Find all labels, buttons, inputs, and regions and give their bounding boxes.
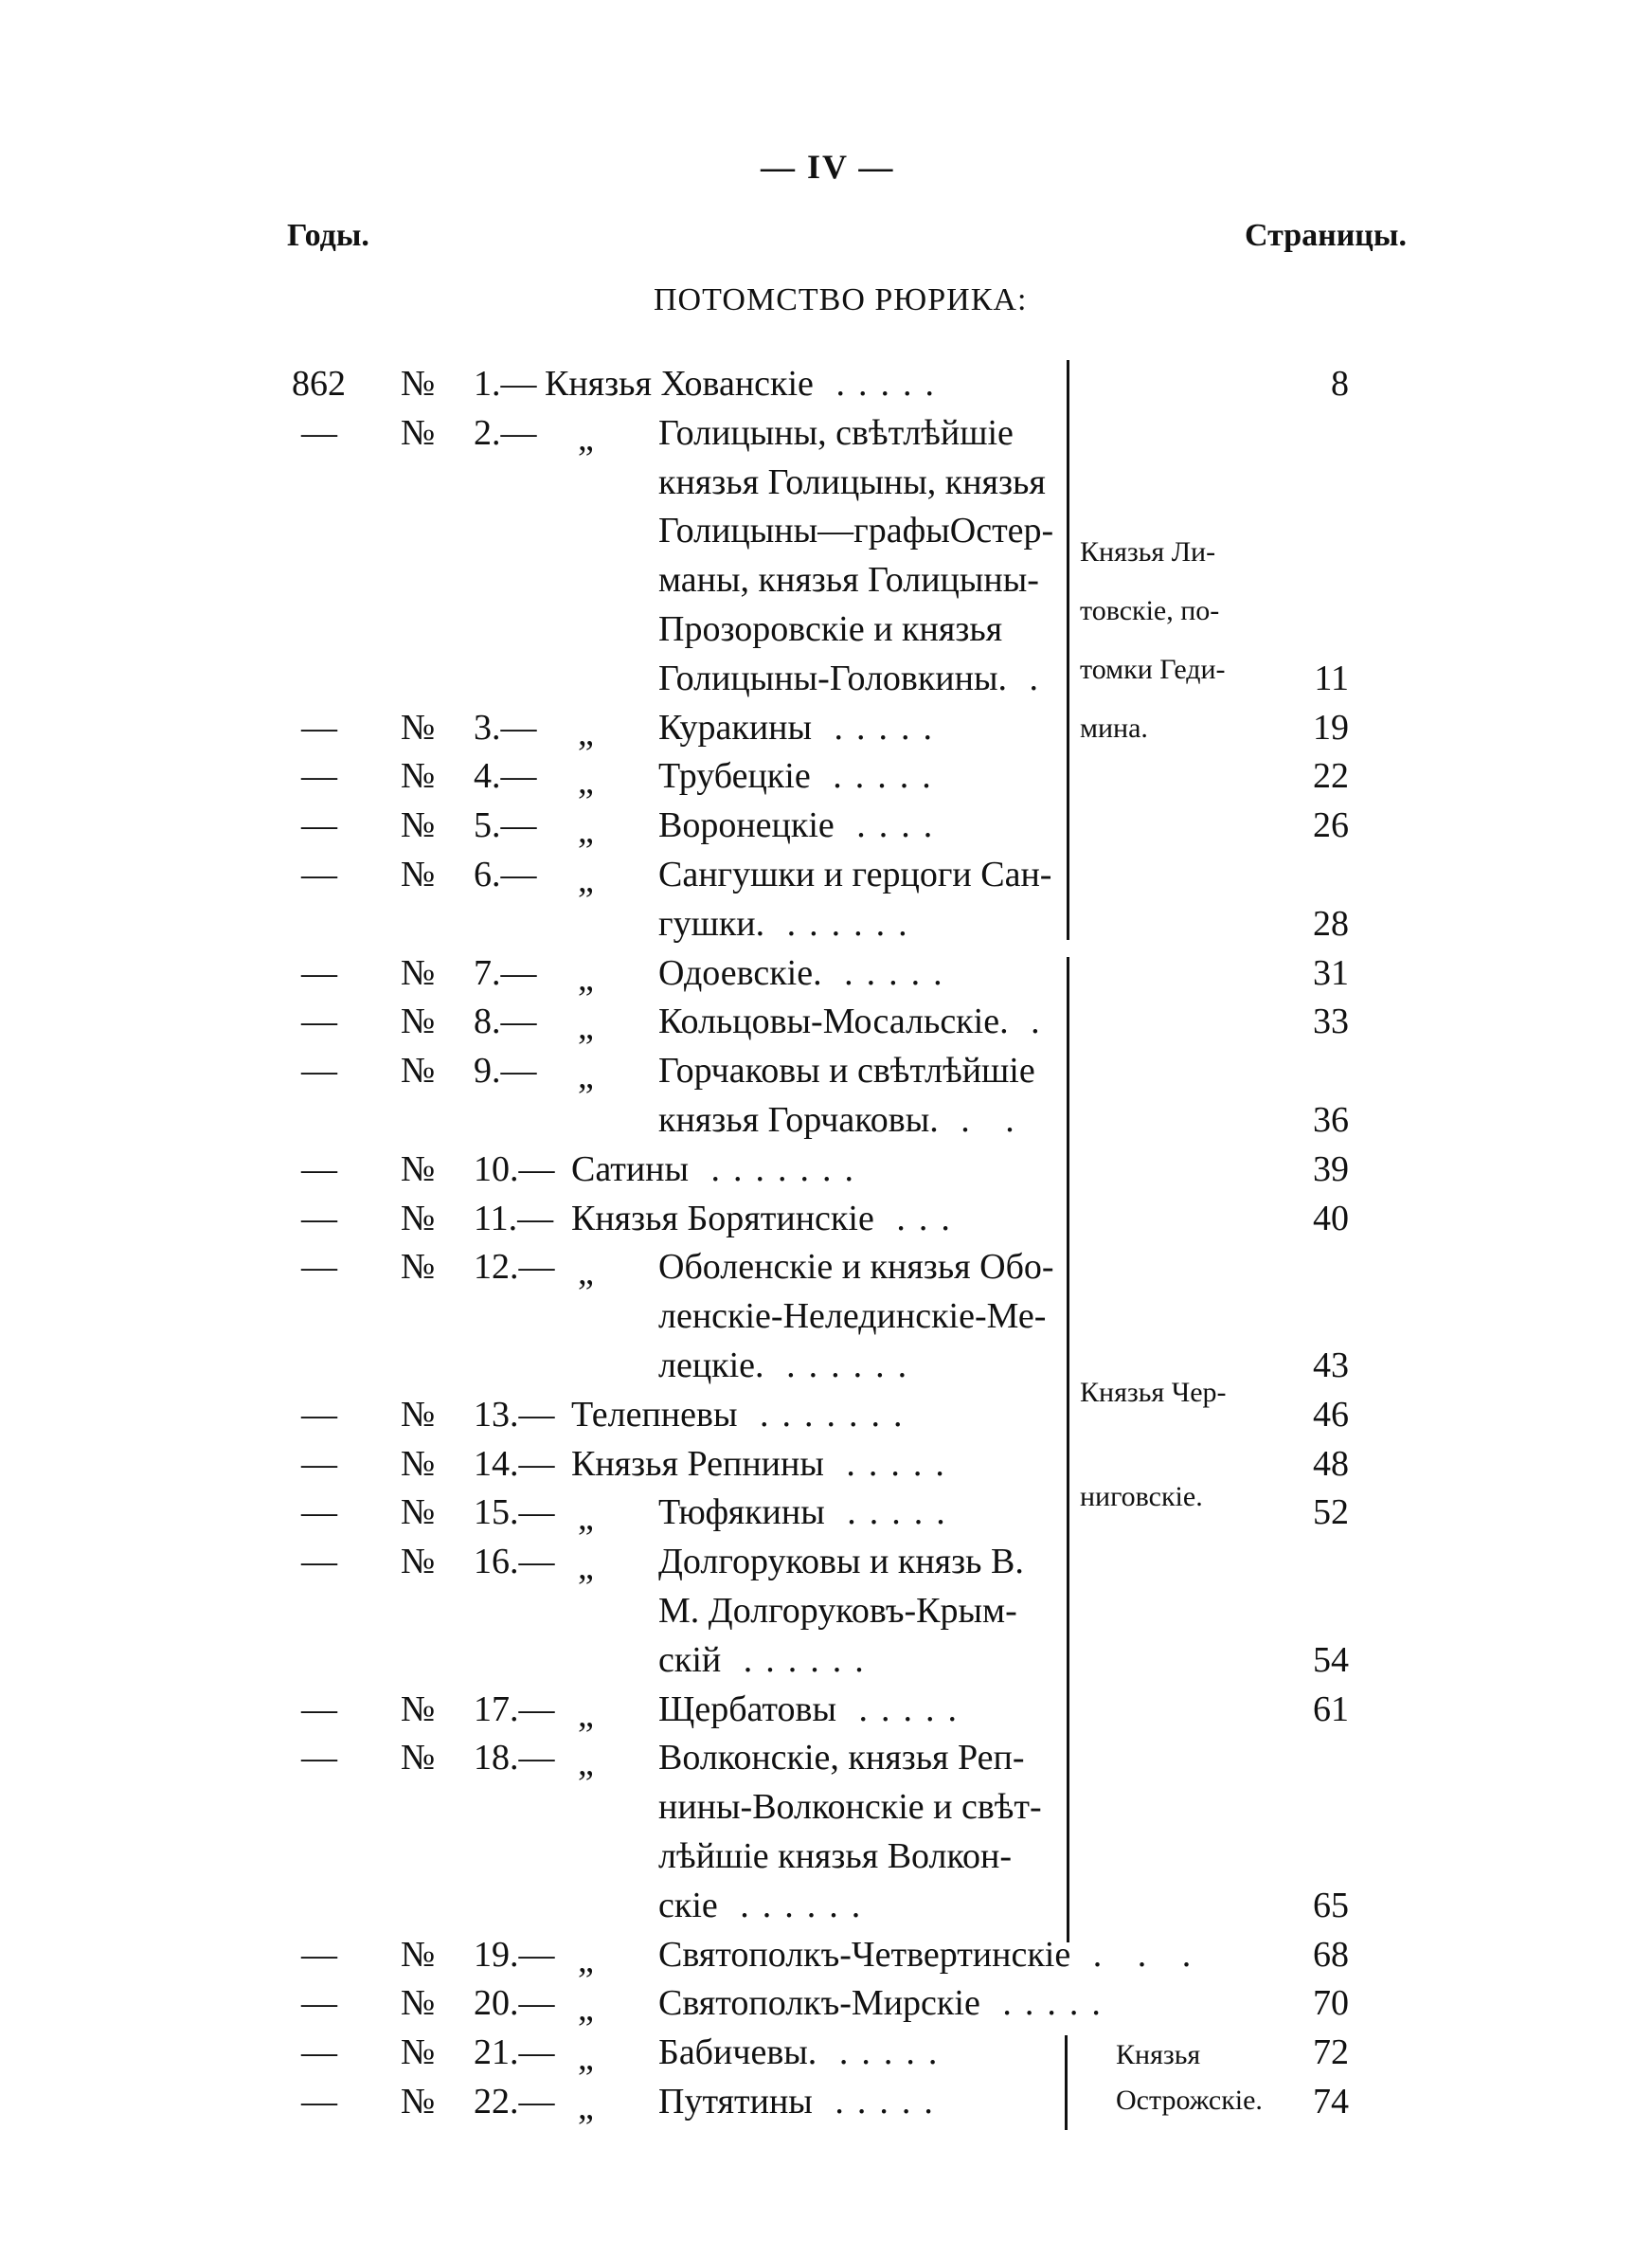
- entry-number-sign: №: [401, 1738, 436, 1779]
- entry-number-sign: №: [401, 1247, 436, 1288]
- entry-year: —: [301, 1198, 337, 1238]
- entry-title-line: Одоевскіе. .....: [658, 952, 956, 993]
- entry-page-number: 19: [1313, 707, 1349, 748]
- dot-leader: .....: [817, 2032, 951, 2073]
- ditto-mark: „: [578, 1989, 594, 2030]
- ditto-mark: „: [578, 1940, 594, 1980]
- entry-page-number: 54: [1313, 1639, 1349, 1680]
- entry-number-sign: №: [401, 1002, 436, 1042]
- entry-number-sign: №: [401, 756, 436, 797]
- entry-number: 19.—: [474, 1934, 555, 1975]
- entry-title-line: Оболенскіе и князья Обо-: [658, 1247, 1054, 1288]
- entry-page-number: 74: [1313, 2082, 1349, 2122]
- entry-number: 2.—: [474, 412, 537, 453]
- entry-number: 10.—: [474, 1148, 555, 1189]
- entry-title-line: Горчаковы и свѣтлѣйшіе: [658, 1051, 1035, 1092]
- dot-leader: ......: [764, 903, 921, 944]
- group-note-lithuanian: Князья Ли-: [1080, 536, 1216, 568]
- ditto-mark: „: [578, 1547, 594, 1588]
- brace-ostrog: [1059, 2035, 1068, 2130]
- entry-number: 6.—: [474, 855, 537, 894]
- dot-leader: .: [1008, 1002, 1053, 1042]
- entry-number: 11.—: [474, 1198, 554, 1238]
- entry-title-line: Голицыны—графыОстер-: [658, 511, 1054, 551]
- entry-year: 862: [292, 364, 346, 404]
- entry-year: —: [301, 1443, 337, 1484]
- dot-leader: .: [1007, 658, 1052, 698]
- entry-page-number: 70: [1313, 1983, 1349, 2024]
- entry-title-line: Тюфякины .....: [658, 1492, 959, 1533]
- entry-number-sign: №: [401, 855, 436, 894]
- entry-year: —: [301, 952, 337, 993]
- entry-number: 17.—: [474, 1688, 555, 1729]
- page-number: — IV —: [761, 148, 895, 186]
- entry-number-sign: №: [401, 707, 436, 748]
- entry-title-line: лецкіе. ......: [658, 1345, 921, 1385]
- entry-title-line: Голицыны-Головкины. .: [658, 658, 1052, 698]
- entry-number: 3.—: [474, 707, 537, 748]
- entry-year: —: [301, 1542, 337, 1582]
- entry-number-sign: №: [401, 805, 436, 846]
- entry-page-number: 39: [1313, 1148, 1349, 1189]
- dot-leader: .......: [737, 1394, 916, 1435]
- entry-number-sign: №: [401, 1688, 436, 1729]
- entry-year: —: [301, 805, 337, 846]
- entry-title-line: Щербатовы .....: [658, 1688, 970, 1729]
- entry-number-sign: №: [401, 1198, 436, 1238]
- entry-number-sign: №: [401, 2082, 436, 2122]
- dot-leader: .......: [689, 1148, 868, 1189]
- entry-number: 20.—: [474, 1983, 555, 2024]
- entry-number: 4.—: [474, 756, 537, 797]
- entry-page-number: 61: [1313, 1688, 1349, 1729]
- entry-year: —: [301, 1688, 337, 1729]
- entry-title-line: Трубецкіе .....: [658, 756, 944, 797]
- ditto-mark: „: [578, 418, 594, 459]
- entry-number: 16.—: [474, 1542, 555, 1582]
- entry-number: 1.—: [474, 364, 537, 404]
- dot-leader: .....: [823, 1443, 958, 1484]
- entry-title-line: князья Горчаковы. . .: [658, 1100, 1028, 1140]
- entry-number-sign: №: [401, 1542, 436, 1582]
- entry-page-number: 11: [1314, 658, 1349, 698]
- entry-title-line: Сатины .......: [571, 1148, 868, 1189]
- entry-year: —: [301, 1934, 337, 1975]
- ditto-mark: „: [578, 811, 594, 852]
- entry-year: —: [301, 855, 337, 894]
- entry-number-sign: №: [401, 1051, 436, 1092]
- entry-title-line: нины-Волконскіе и свѣт-: [658, 1787, 1042, 1828]
- entry-title-line: Телепневы .......: [571, 1394, 916, 1435]
- entry-year: —: [301, 1051, 337, 1092]
- dot-leader: ...: [873, 1198, 963, 1238]
- entry-number-sign: №: [401, 952, 436, 993]
- group-note-ostrog: Острожскіе.: [1116, 2085, 1263, 2116]
- entry-title-line: Воронецкіе ....: [658, 805, 946, 846]
- group-note-chernigov: Князья Чер-: [1080, 1377, 1227, 1408]
- group-note-chernigov: ниговскіе.: [1080, 1481, 1203, 1512]
- entry-page-number: 28: [1313, 903, 1349, 944]
- entry-title-line: скіе ......: [658, 1885, 874, 1925]
- brace-chernigov: [1061, 957, 1069, 1942]
- dot-leader: .....: [821, 952, 956, 993]
- entry-page-number: 40: [1313, 1198, 1349, 1238]
- entry-page-number: 26: [1313, 805, 1349, 846]
- dot-leader: ....: [834, 805, 946, 846]
- dot-leader: .....: [812, 707, 946, 748]
- entry-year: —: [301, 1002, 337, 1042]
- entry-page-number: 68: [1313, 1934, 1349, 1975]
- dot-leader: ......: [763, 1345, 921, 1385]
- entry-title-line: Святополкъ-Мирскіе .....: [658, 1983, 1114, 2024]
- entry-title-line: гушки. ......: [658, 903, 921, 944]
- entry-title-line: Путятины .....: [658, 2082, 946, 2122]
- entry-number: 22.—: [474, 2082, 555, 2122]
- entry-number-sign: №: [401, 1934, 436, 1975]
- entry-page-number: 22: [1313, 756, 1349, 797]
- pages-column-header: Страницы.: [1245, 218, 1407, 253]
- ditto-mark: „: [578, 1056, 594, 1097]
- entry-year: —: [301, 1983, 337, 2024]
- ditto-mark: „: [578, 1253, 594, 1293]
- entry-number: 8.—: [474, 1002, 537, 1042]
- entry-page-number: 46: [1313, 1394, 1349, 1435]
- ditto-mark: „: [578, 860, 594, 900]
- dot-leader: . . .: [1070, 1934, 1205, 1975]
- entry-year: —: [301, 1738, 337, 1779]
- entry-page-number: 31: [1313, 952, 1349, 993]
- entry-number-sign: №: [401, 1443, 436, 1484]
- dot-leader: .....: [836, 1688, 970, 1729]
- entry-title-line: Бабичевы. .....: [658, 2032, 951, 2073]
- entry-page-number: 8: [1331, 364, 1349, 404]
- ditto-mark: „: [578, 2038, 594, 2079]
- ditto-mark: „: [578, 2087, 594, 2127]
- dot-leader: . .: [938, 1100, 1028, 1140]
- entry-number-sign: №: [401, 2032, 436, 2073]
- entry-year: —: [301, 412, 337, 453]
- entry-number: 5.—: [474, 805, 537, 846]
- entry-number-sign: №: [401, 412, 436, 453]
- ditto-mark: „: [578, 1694, 594, 1735]
- entry-title-line: Сангушки и герцоги Сан-: [658, 855, 1052, 894]
- entry-number: 18.—: [474, 1738, 555, 1779]
- entry-title-line: Волконскіе, князья Реп-: [658, 1738, 1025, 1779]
- brace-lithuanian: [1061, 360, 1069, 940]
- ditto-mark: „: [578, 1498, 594, 1539]
- entry-number: 21.—: [474, 2032, 555, 2073]
- entry-title-line: Князья Борятинскіе ...: [571, 1198, 963, 1238]
- entry-number-sign: №: [401, 1148, 436, 1189]
- entry-year: —: [301, 1148, 337, 1189]
- ditto-mark: „: [578, 958, 594, 999]
- entry-title-line: Князья Хованскіе .....: [545, 364, 947, 404]
- dot-leader: .....: [812, 2082, 946, 2122]
- group-note-lithuanian: томки Геди-: [1080, 654, 1226, 685]
- entry-title-line: Святополкъ-Четвертинскіе . . .: [658, 1934, 1205, 1975]
- entry-year: —: [301, 756, 337, 797]
- entry-number: 14.—: [474, 1443, 555, 1484]
- entry-number-sign: №: [401, 364, 436, 404]
- entry-number: 12.—: [474, 1247, 555, 1288]
- years-column-header: Годы.: [287, 218, 369, 253]
- dot-leader: .....: [824, 1492, 959, 1533]
- ditto-mark: „: [578, 1743, 594, 1784]
- entry-year: —: [301, 2082, 337, 2122]
- section-title: ПОТОМСТВО РЮРИКА:: [654, 282, 1028, 317]
- entry-title-line: Долгоруковы и князь В.: [658, 1542, 1024, 1582]
- ditto-mark: „: [578, 713, 594, 753]
- ditto-mark: „: [578, 1007, 594, 1048]
- entry-year: —: [301, 1394, 337, 1435]
- entry-page-number: 72: [1313, 2032, 1349, 2073]
- entry-number: 7.—: [474, 952, 537, 993]
- entry-number: 15.—: [474, 1492, 555, 1533]
- entry-page-number: 33: [1313, 1002, 1349, 1042]
- entry-title-line: Голицыны, свѣтлѣйшіе: [658, 412, 1014, 453]
- dot-leader: .....: [979, 1983, 1114, 2024]
- group-note-lithuanian: мина.: [1080, 713, 1148, 744]
- dot-leader: .....: [810, 756, 944, 797]
- entry-number-sign: №: [401, 1983, 436, 2024]
- entry-title-line: Куракины .....: [658, 707, 946, 748]
- entry-title-line: ленскіе-Нелединскіе-Ме-: [658, 1296, 1047, 1337]
- entry-page-number: 65: [1313, 1885, 1349, 1925]
- entry-number-sign: №: [401, 1394, 436, 1435]
- group-note-lithuanian: товскіе, по-: [1080, 595, 1220, 626]
- dot-leader: .....: [813, 364, 947, 404]
- entry-title-line: Прозоровскіе и князья: [658, 609, 1003, 649]
- group-note-ostrog: Князья: [1116, 2039, 1201, 2070]
- entry-number: 9.—: [474, 1051, 537, 1092]
- dot-leader: ......: [721, 1639, 877, 1680]
- entry-title-line: Кольцовы-Мосальскіе. .: [658, 1002, 1053, 1042]
- entry-title-line: маны, князья Голицыны-: [658, 560, 1039, 601]
- entry-title-line: М. Долгоруковъ-Крым-: [658, 1591, 1017, 1631]
- entry-page-number: 52: [1313, 1492, 1349, 1533]
- entry-title-line: скій ......: [658, 1639, 877, 1680]
- entry-title-line: князья Голицыны, князья: [658, 461, 1046, 502]
- entry-page-number: 48: [1313, 1443, 1349, 1484]
- entry-year: —: [301, 707, 337, 748]
- entry-page-number: 36: [1313, 1100, 1349, 1140]
- entry-year: —: [301, 2032, 337, 2073]
- ditto-mark: „: [578, 762, 594, 803]
- dot-leader: ......: [717, 1885, 874, 1925]
- entry-title-line: лѣйшіе князья Волкон-: [658, 1836, 1013, 1876]
- entry-number-sign: №: [401, 1492, 436, 1533]
- entry-number: 13.—: [474, 1394, 555, 1435]
- entry-page-number: 43: [1313, 1345, 1349, 1385]
- entry-year: —: [301, 1247, 337, 1288]
- entry-title-line: Князья Репнины .....: [571, 1443, 958, 1484]
- entry-year: —: [301, 1492, 337, 1533]
